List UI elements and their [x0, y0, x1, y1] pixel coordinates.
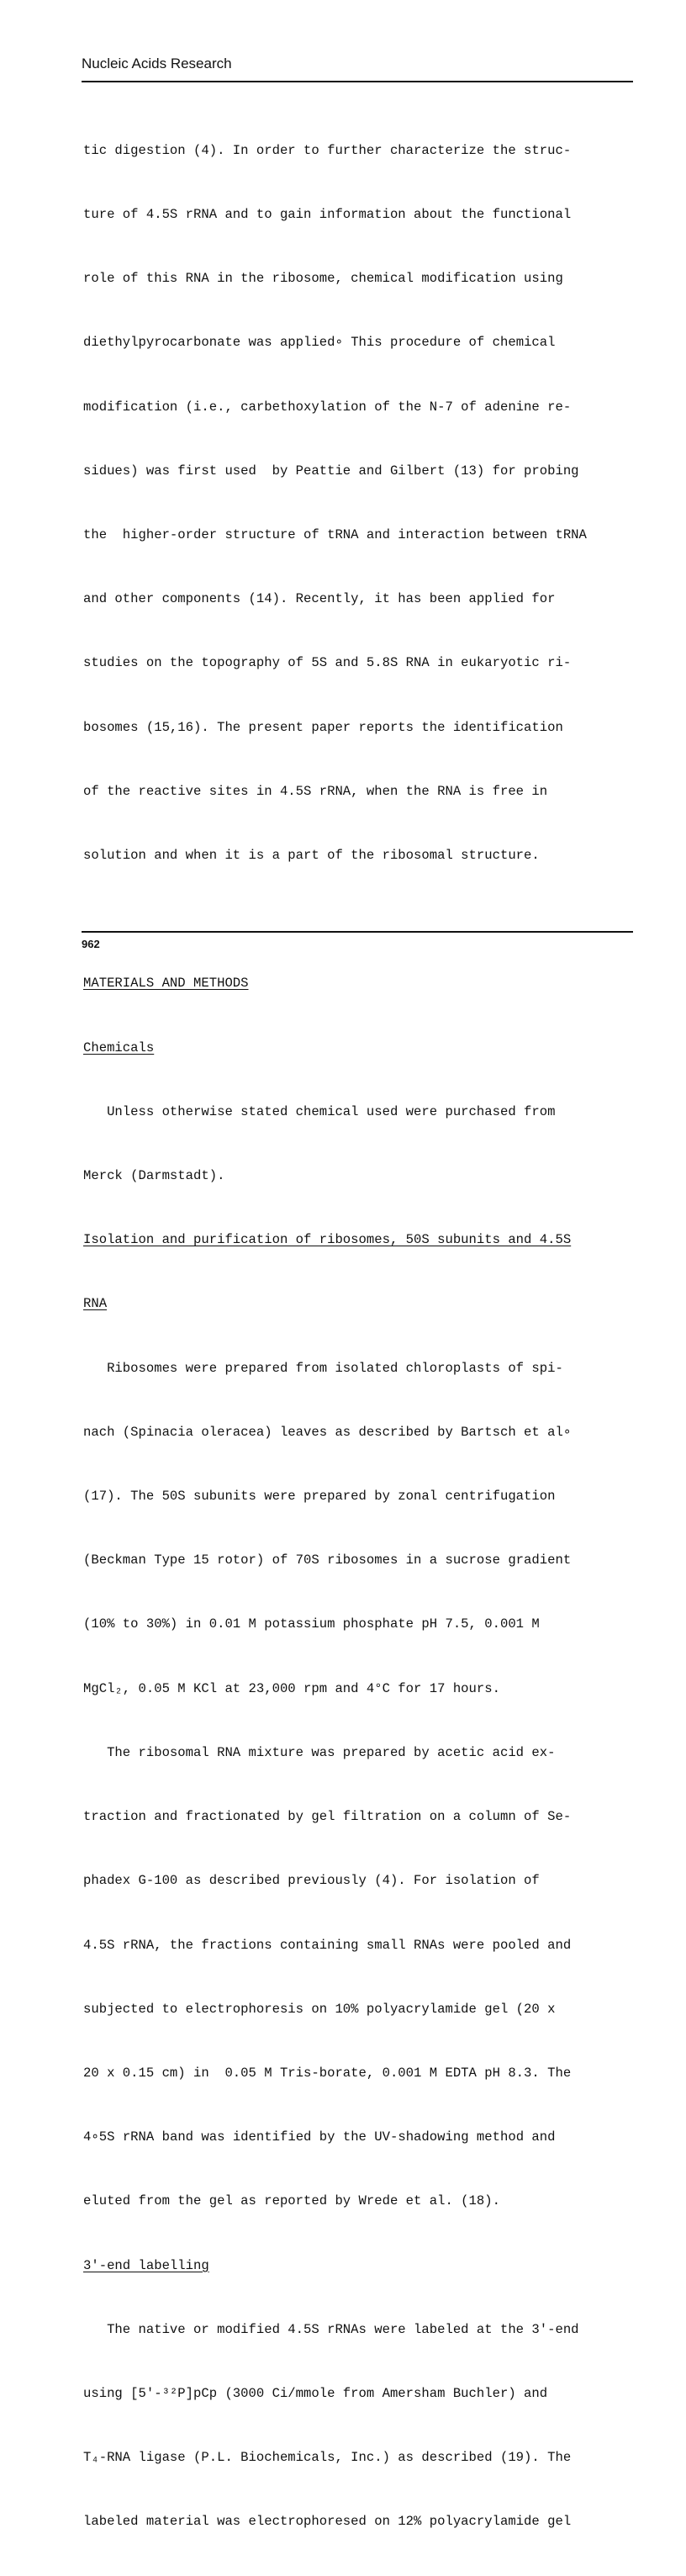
text-line: modification (i.e., carbethoxylation of the N-7 of adenine re- [83, 399, 572, 415]
journal-title: Nucleic Acids Research [82, 56, 232, 71]
text-line: (Beckman Type 15 rotor) of 70S ribosomes in a sucrose gradient [83, 1552, 572, 1568]
text-line: studies on the topography of 5S and 5.8S RNA in eukaryotic ri- [83, 655, 572, 671]
text-line: and other components (14). Recently, it has been applied for [83, 591, 556, 607]
section-heading [83, 973, 630, 994]
subsection-heading-text: RNA [83, 1296, 108, 1312]
text-line: The ribosomal RNA mixture was prepared by acetic acid ex- [83, 1744, 556, 1760]
section-heading-text: MATERIALS AND METHODS [83, 976, 249, 992]
body-text [83, 98, 630, 2576]
header-rule [82, 81, 633, 82]
subsection-heading [83, 1230, 630, 1251]
blank-line [83, 909, 630, 930]
text-line: ture of 4.5S rRNA and to gain information about the functional [83, 207, 572, 223]
footer-rule [82, 931, 633, 933]
text-line: 20 x 0.15 cm) in 0.05 M Tris-borate, 0.001 M EDTA pH 8.3. The [83, 2065, 572, 2081]
text-line: diethylpyrocarbonate was applied∘ This procedure of chemical [83, 335, 556, 351]
text-line: 4.5S rRNA, the fractions containing small RNAs were pooled and [83, 1937, 572, 1953]
text-line: phadex G-100 as described previously (4). For isolation of [83, 1873, 540, 1889]
text-line: using [5'-³²P]pCp (3000 Ci/mmole from Amersham Buchler) and [83, 2385, 548, 2401]
text-line: MgCl₂, 0.05 M KCl at 23,000 rpm and 4°C for 17 hours. [83, 1680, 500, 1696]
text-line: 4∘5S rRNA band was identified by the UV-shadowing method and [83, 2129, 556, 2145]
text-line: the higher-order structure of tRNA and interaction between tRNA [83, 527, 587, 543]
text-line: Ribosomes were prepared from isolated chloroplasts of spi- [83, 1360, 563, 1376]
text-line: of the reactive sites in 4.5S rRNA, when the RNA is free in [83, 783, 548, 799]
subsection-heading [83, 1293, 630, 1314]
text-line: The native or modified 4.5S rRNAs were labeled at the 3'-end [83, 2321, 579, 2337]
page-number: 962 [82, 938, 100, 950]
subsection-heading-text: 3'-end labelling [83, 2257, 209, 2273]
subsection-heading-text: Isolation and purification of ribosomes, 50S subunits and 4.5S [83, 1232, 572, 1248]
text-line: Unless otherwise stated chemical used were purchased from [83, 1103, 556, 1119]
text-line: tic digestion (4). In order to further characterize the struc- [83, 142, 572, 158]
text-line: solution and when it is a part of the ribosomal structure. [83, 848, 540, 864]
text-line: T₄-RNA ligase (P.L. Biochemicals, Inc.) as described (19). The [83, 2450, 572, 2466]
text-line: (17). The 50S subunits were prepared by zonal centrifugation [83, 1489, 556, 1505]
subsection-heading-text: Chemicals [83, 1039, 155, 1055]
text-line: bosomes (15,16). The present paper reports the identification [83, 719, 563, 735]
text-line: Merck (Darmstadt). [83, 1168, 225, 1184]
text-line: subjected to electrophoresis on 10% polyacrylamide gel (20 x [83, 2001, 556, 2017]
text-line: eluted from the gel as reported by Wrede et al. (18). [83, 2193, 500, 2209]
subsection-heading [83, 2256, 630, 2277]
text-line: labeled material was electrophoresed on 12% polyacrylamide gel [83, 2514, 572, 2530]
subsection-heading [83, 1038, 630, 1059]
text-line: traction and fractionated by gel filtration on a column of Se- [83, 1809, 572, 1825]
text-line: role of this RNA in the ribosome, chemical modification using [83, 271, 563, 287]
text-line: (10% to 30%) in 0.01 M potassium phosphate pH 7.5, 0.001 M [83, 1616, 540, 1632]
text-line: nach (Spinacia oleracea) leaves as described by Bartsch et al∘ [83, 1424, 572, 1440]
text-line: sidues) was first used by Peattie and Gilbert (13) for probing [83, 463, 579, 479]
